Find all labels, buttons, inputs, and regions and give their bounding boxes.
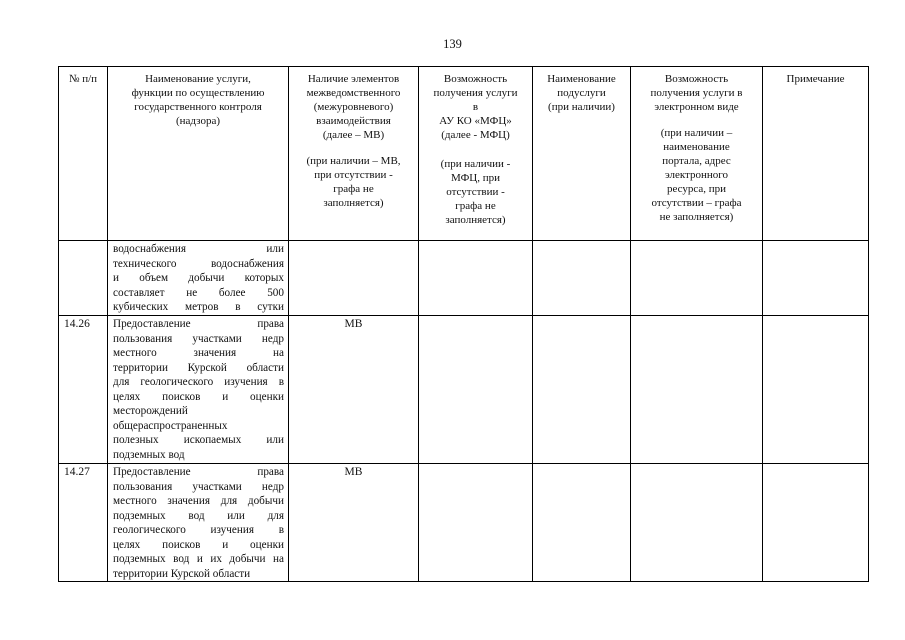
header-paragraph-gap [631, 114, 762, 126]
header-line: в [472, 101, 479, 113]
interagency-cell [289, 464, 419, 582]
service-name-line: кубических метров в сутки [113, 301, 284, 313]
interagency-value: МВ [344, 466, 363, 478]
service-name-line: целях поисков и оценки [113, 538, 284, 551]
service-name-line: полезных ископаемых или [113, 434, 284, 446]
service-name [108, 316, 288, 462]
service-name-line: месторождений [113, 405, 188, 417]
header-line: Наличие элементов [307, 73, 400, 85]
header-line: Примечание [786, 73, 845, 85]
service-name-line: пользования участками недр [113, 480, 284, 493]
service-name-line: целях поисков и оценки [113, 390, 284, 403]
service-name-line: территории Курской области [113, 567, 251, 580]
header-line: (межуровневого) [313, 101, 394, 113]
service-name-line: местного значения для добычи [113, 495, 284, 507]
header-line: (надзора) [176, 115, 220, 127]
row-number: 14.26 [64, 318, 90, 330]
header-number [59, 67, 108, 241]
service-name-line: подземных вод и их добычи на [113, 553, 284, 565]
header-line: получения услуги в [650, 87, 743, 99]
row-number-cell [59, 316, 108, 464]
header-line: подуслуги [557, 87, 606, 99]
header-line: портала, адрес [662, 155, 731, 167]
service-name-cell [108, 241, 289, 316]
header-line: ресурса, при [666, 183, 727, 195]
header-line: графа не [333, 183, 374, 195]
mfc-cell [419, 316, 533, 464]
header-service-name [108, 67, 289, 241]
service-name-line: Предоставление права [113, 318, 284, 330]
mfc-cell [419, 241, 533, 316]
header-line: межведомственного [306, 87, 401, 99]
header-interagency-text [289, 67, 418, 210]
service-name-line: составляет не более 500 [113, 286, 284, 299]
interagency-value: МВ [344, 318, 363, 330]
header-note-text [763, 67, 868, 86]
header-line: заполняется) [323, 197, 384, 209]
service-name-line: геологического изучения в [113, 524, 284, 536]
header-line: не заполняется) [659, 211, 734, 223]
header-line: (при наличии – [660, 127, 733, 139]
page-number: 139 [443, 37, 462, 51]
interagency-cell [289, 241, 419, 316]
header-line: Возможность [664, 73, 729, 85]
header-line: графа не [455, 200, 496, 212]
table-row [59, 316, 869, 464]
services-table [58, 66, 869, 582]
header-line: государственного контроля [134, 101, 262, 113]
header-electronic-text [631, 67, 762, 224]
header-line: отсутствии - [446, 186, 505, 198]
header-number-text [59, 67, 107, 86]
service-name-cell [108, 464, 289, 582]
service-name-line: общераспространенных [113, 419, 228, 432]
service-name-line: технического водоснабжения [113, 257, 284, 270]
header-subservice [533, 67, 631, 241]
header-line: АУ КО «МФЦ» [439, 115, 512, 127]
header-row [59, 67, 869, 241]
table-row [59, 464, 869, 582]
service-name-line: и объем добычи которых [113, 272, 284, 284]
electronic-cell [631, 316, 763, 464]
header-line: получения услуги [433, 87, 518, 99]
service-name-line: Предоставление права [113, 466, 284, 478]
row-number-cell [59, 241, 108, 316]
service-name-cell [108, 316, 289, 464]
service-name-line: территории Курской области [113, 361, 284, 374]
header-line: электронном виде [654, 101, 739, 113]
header-mfc-text [419, 67, 532, 227]
row-number-cell [59, 464, 108, 582]
note-cell [763, 316, 869, 464]
service-name [108, 241, 288, 315]
header-service-name-text [108, 67, 288, 128]
header-line: Наименование [547, 73, 616, 85]
header-electronic [631, 67, 763, 241]
service-name-line: водоснабжения или [113, 243, 284, 255]
header-line: (при наличии) [548, 101, 615, 113]
service-name-line: подземных вод [113, 448, 185, 461]
header-interagency [289, 67, 419, 241]
subservice-cell [533, 316, 631, 464]
header-line: электронного [664, 169, 729, 181]
note-cell [763, 464, 869, 582]
header-note [763, 67, 869, 241]
header-line: (при наличии – МВ, [306, 155, 401, 167]
header-line: (при наличии - [440, 158, 511, 170]
header-line: Наименование услуги, [145, 73, 251, 85]
header-line: (далее - МФЦ) [441, 129, 510, 141]
header-line: функции по осуществлению [131, 87, 265, 99]
service-name-line: для геологического изучения в [113, 376, 284, 388]
header-line: заполняется) [445, 214, 506, 226]
row-number: 14.27 [64, 466, 90, 478]
interagency-cell [289, 316, 419, 464]
header-line: МФЦ, при [450, 172, 501, 184]
header-mfc [419, 67, 533, 241]
header-line: наименование [663, 141, 730, 153]
header-line: взаимодействия [316, 115, 391, 127]
header-line: отсутствии – графа [651, 197, 742, 209]
subservice-cell [533, 241, 631, 316]
service-name-line: подземных вод или для [113, 509, 284, 522]
header-subservice-text [533, 67, 630, 114]
header-paragraph-gap [419, 142, 532, 157]
note-cell [763, 241, 869, 316]
mfc-cell [419, 464, 533, 582]
service-name-line: пользования участками недр [113, 332, 284, 345]
subservice-cell [533, 464, 631, 582]
header-paragraph-gap [289, 142, 418, 154]
table-row [59, 241, 869, 316]
electronic-cell [631, 241, 763, 316]
header-line: № п/п [68, 73, 98, 85]
header-line: при отсутствии - [314, 169, 393, 181]
header-line: (далее – МВ) [322, 129, 385, 141]
service-name-line: местного значения на [113, 347, 284, 359]
electronic-cell [631, 464, 763, 582]
service-name [108, 464, 288, 581]
header-line: Возможность [443, 73, 508, 85]
